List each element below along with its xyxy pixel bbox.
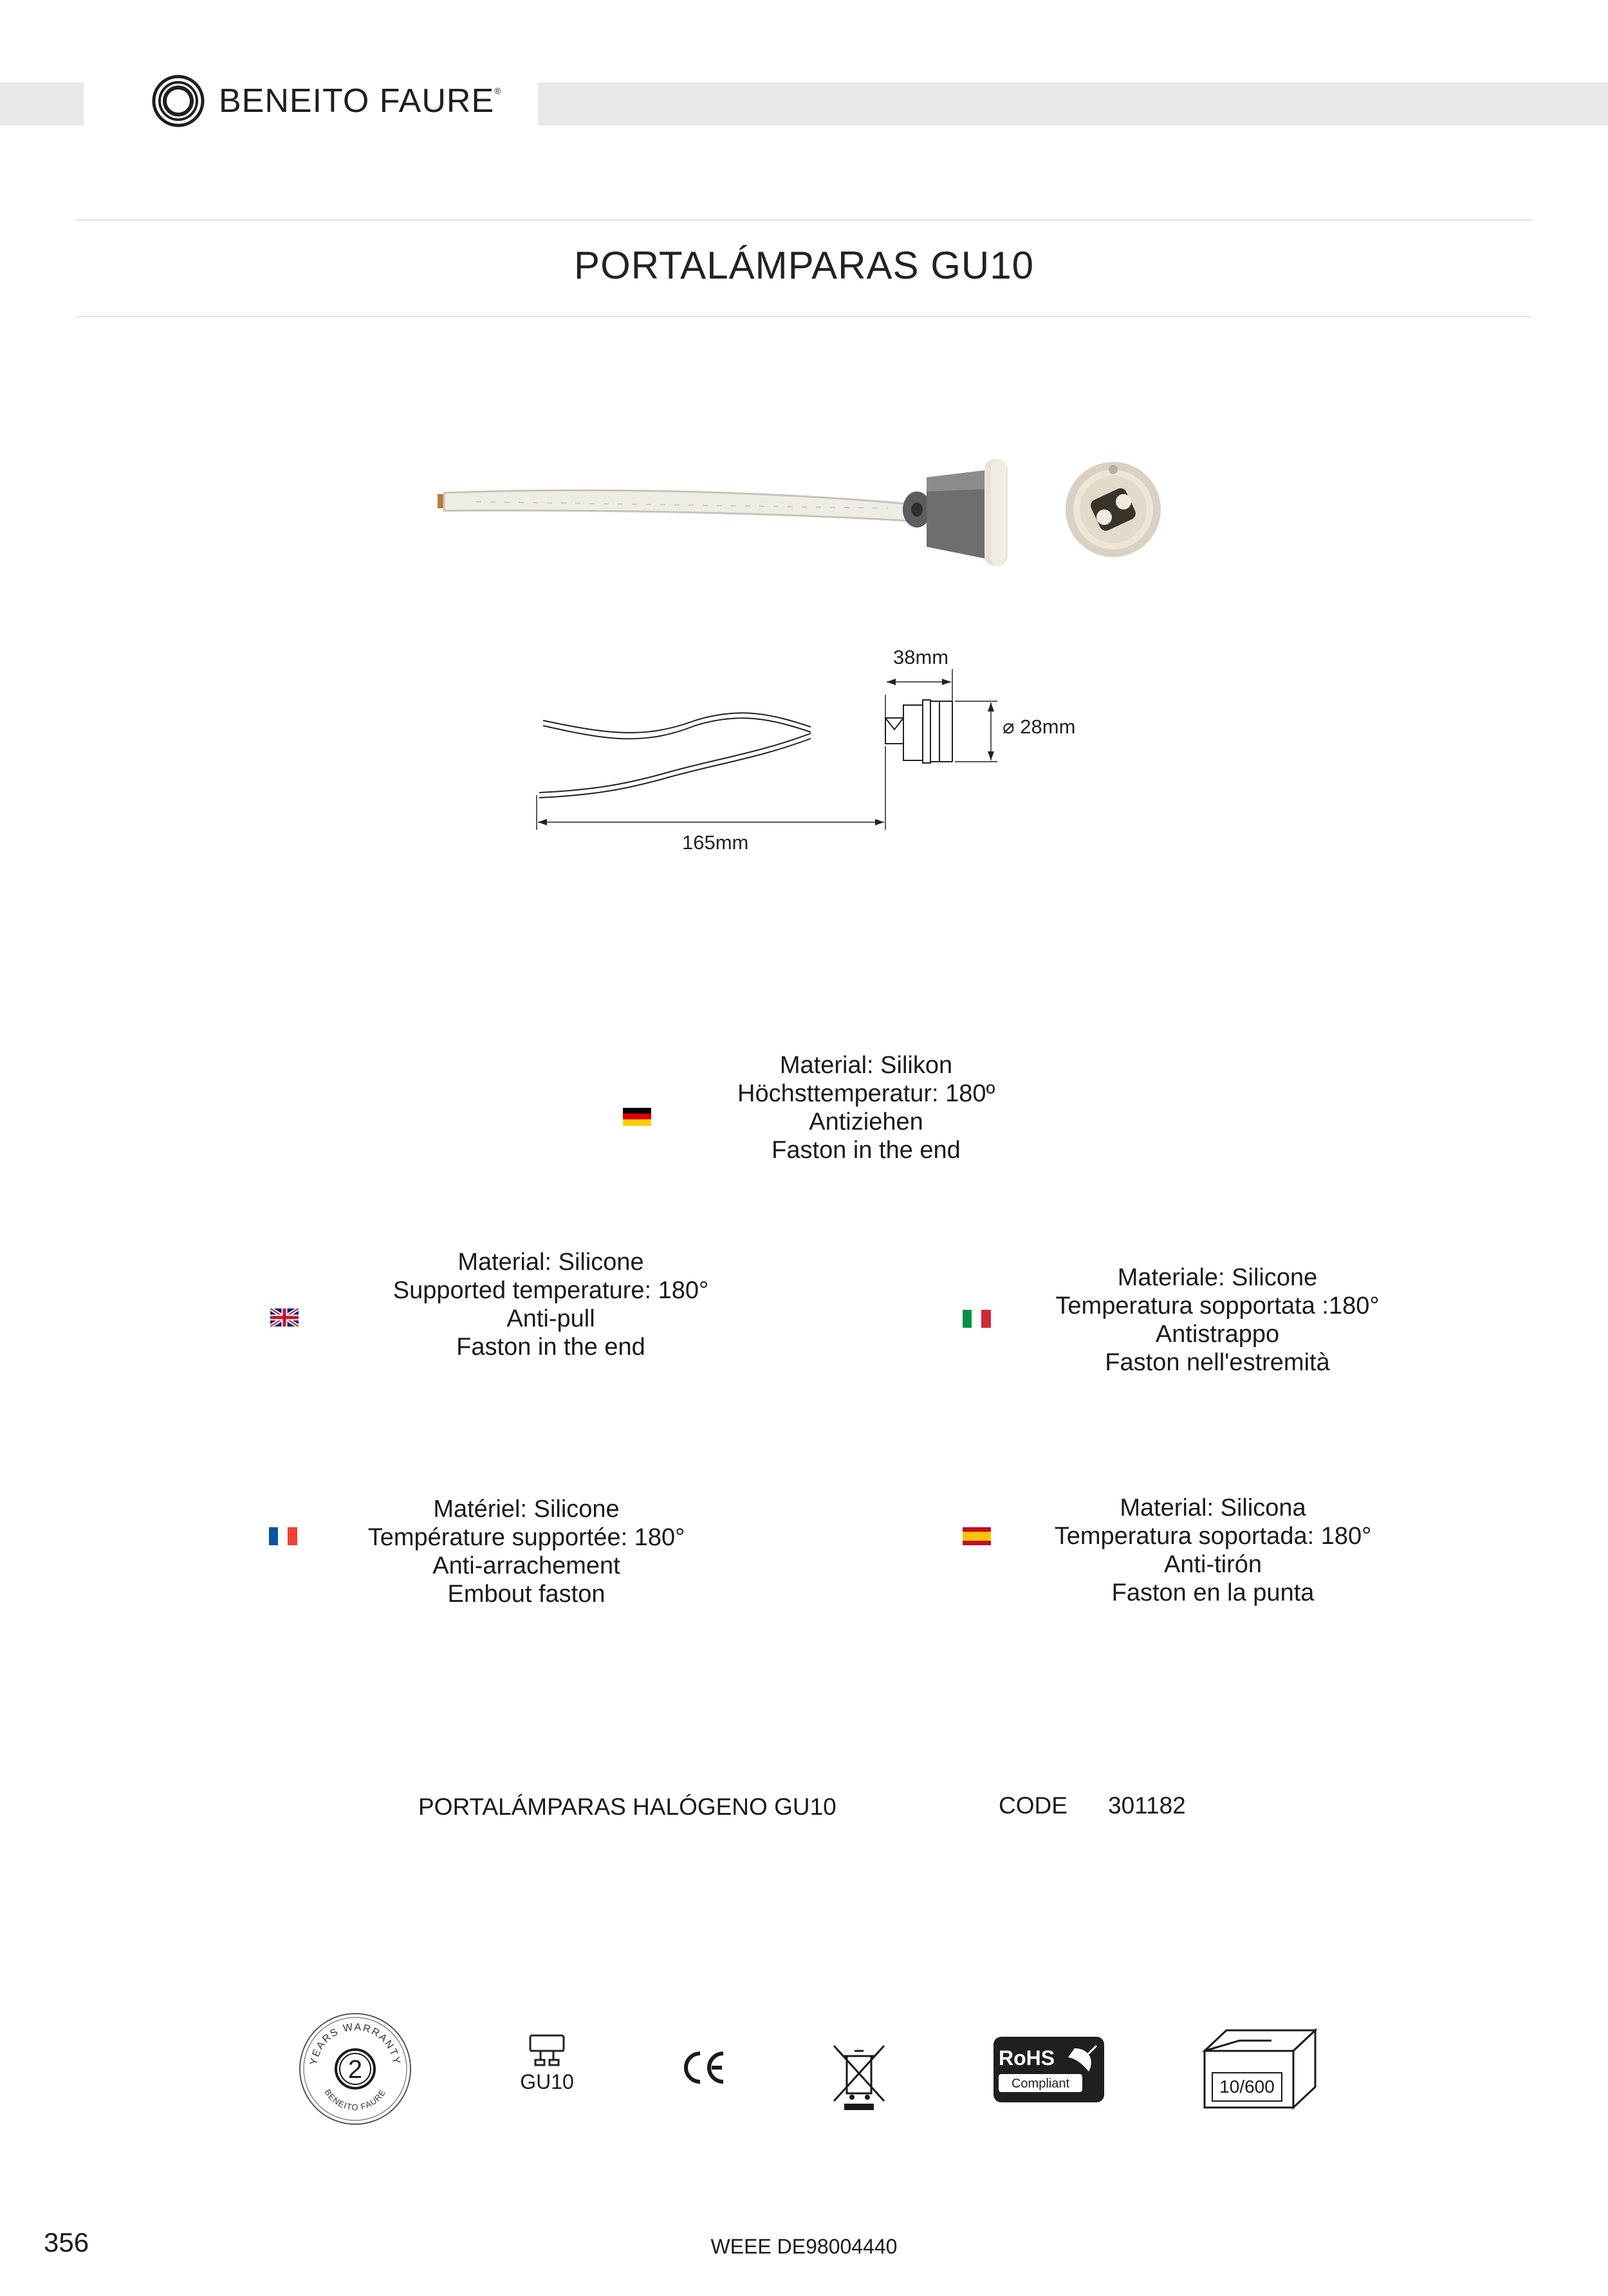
spec-block-fr (354, 1495, 699, 1608)
svg-text:10/600: 10/600 (1219, 2077, 1275, 2097)
gu10-label: GU10 (520, 2070, 574, 2093)
spec-line: Anti-arrachement (432, 1552, 620, 1579)
flag-spain-icon (963, 1527, 991, 1545)
weee-registration: WEEE DE98004440 (710, 2235, 898, 2258)
svg-text:Compliant: Compliant (1011, 2077, 1070, 2091)
flag-france-icon (269, 1527, 297, 1545)
warranty-badge (297, 2011, 413, 2127)
spec-line: Anti-pull (506, 1305, 595, 1332)
ce-mark-icon (678, 2048, 730, 2087)
spec-line: Höchsttemperatur: 180º (737, 1080, 995, 1107)
flag-germany-icon (623, 1108, 651, 1126)
dimension-28mm: ⌀ 28mm (1003, 715, 1076, 738)
flag-italy-icon (963, 1310, 991, 1328)
dimension-38mm: 38mm (893, 646, 949, 668)
spec-line: Antiziehen (809, 1108, 923, 1135)
spec-line: Faston in the end (456, 1334, 645, 1361)
gu10-lamp-icon (515, 2032, 579, 2070)
brand-logo (152, 75, 501, 127)
spec-line: Matériel: Silicone (433, 1496, 620, 1523)
header-bar-left (0, 82, 84, 125)
spec-line: Temperatura soportada: 180° (1054, 1523, 1372, 1550)
brand-name: BENEITO FAURE® (219, 82, 502, 120)
spec-line: Antistrappo (1155, 1321, 1280, 1348)
crossed-bin-icon (830, 2042, 888, 2113)
weee-bin (830, 2042, 888, 2113)
dimension-165mm: 165mm (682, 831, 749, 854)
svg-text:RoHS: RoHS (999, 2046, 1055, 2070)
header-bar-right (538, 82, 1608, 125)
spec-block-de (737, 1051, 995, 1164)
title-rule-bottom (76, 316, 1531, 317)
svg-text:YEARS WARRANTY: YEARS WARRANTY (308, 2021, 402, 2066)
page-title: PORTALÁMPARAS GU10 (574, 244, 1034, 287)
svg-text:BENEITO FAURE: BENEITO FAURE (322, 2087, 388, 2113)
svg-text:2: 2 (347, 2055, 363, 2084)
code-label: CODE (999, 1792, 1067, 1819)
product-code: 301182 (1108, 1792, 1186, 1819)
spec-block-es (1042, 1494, 1383, 1607)
spec-line: Temperatura sopportata :180° (1055, 1292, 1380, 1319)
technical-drawing (528, 643, 1107, 862)
spec-block-en (384, 1248, 718, 1361)
spec-line: Faston in the end (772, 1137, 961, 1164)
box-quantity-badge (1201, 2028, 1319, 2111)
spec-line: Température supportée: 180° (367, 1524, 685, 1551)
brand-rings-icon (152, 75, 205, 127)
rohs-badge (992, 2035, 1105, 2104)
spec-block-it (1044, 1263, 1391, 1377)
spec-line: Material: Silicone (457, 1249, 644, 1276)
rohs-compliant-icon (992, 2035, 1105, 2104)
diameter-symbol: ⌀ (1003, 715, 1015, 738)
flag-uk-icon (270, 1309, 299, 1327)
product-photo (425, 450, 1171, 566)
spec-line: Supported temperature: 180° (393, 1277, 709, 1304)
spec-line: Anti-tirón (1163, 1551, 1262, 1578)
spec-line: Faston en la punta (1111, 1579, 1315, 1606)
spec-line: Material: Silikon (779, 1052, 953, 1079)
spec-line: Embout faston (447, 1581, 605, 1608)
ce-mark (678, 2048, 730, 2087)
box-icon (1201, 2028, 1319, 2111)
page-number: 356 (44, 2227, 89, 2257)
spec-line: Faston nell'estremità (1105, 1349, 1330, 1376)
warranty-seal-icon (297, 2011, 413, 2127)
gu10-badge (515, 2032, 579, 2102)
spec-line: Materiale: Silicone (1117, 1264, 1318, 1291)
spec-line: Material: Silicona (1120, 1494, 1306, 1521)
product-name: PORTALÁMPARAS HALÓGENO GU10 (418, 1794, 836, 1820)
title-rule-top (76, 219, 1531, 221)
